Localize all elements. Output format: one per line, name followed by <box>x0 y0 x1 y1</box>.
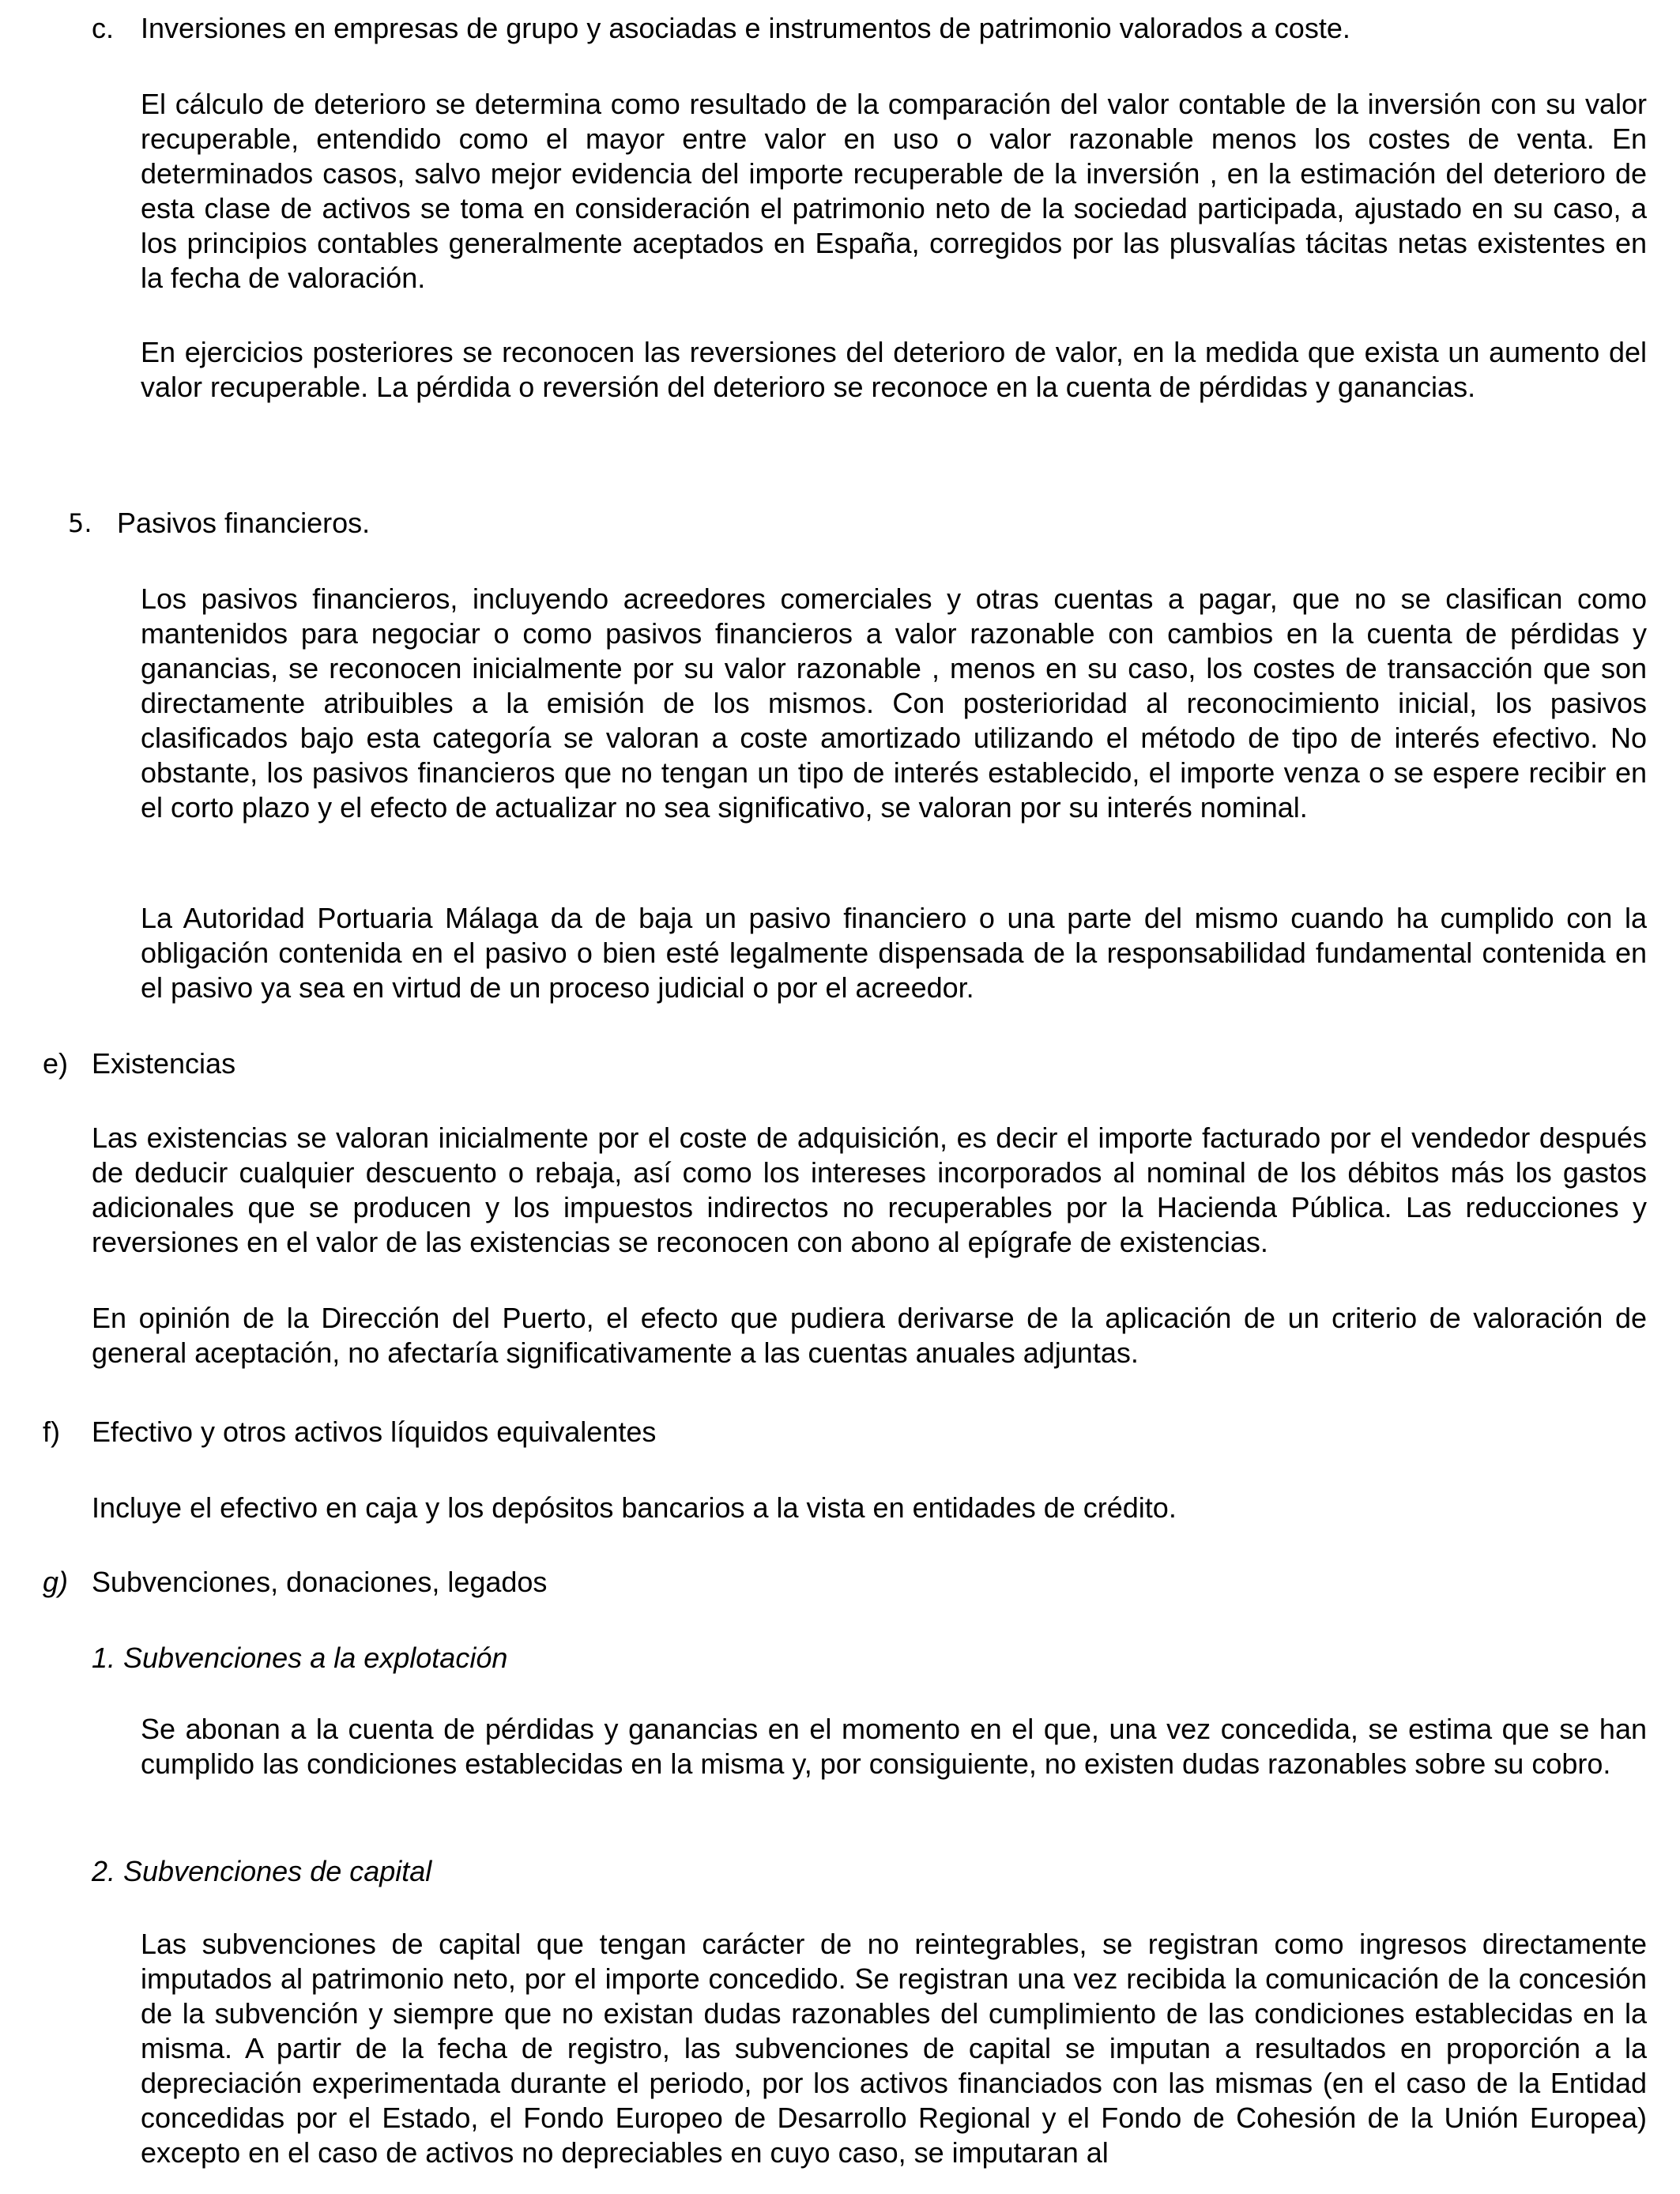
section-g-sub1-paragraph: Se abonan a la cuenta de pérdidas y ganancias en el momento en el que, una vez concedida, se estima que se han cumplido las condiciones establecidas en la misma y, por consiguiente, no existen dudas razonables sobre su cobro. <box>141 1713 1647 1780</box>
section-g-sub2-title: 2. Subvenciones de capital <box>92 1855 432 1887</box>
section-g-title: Subvenciones, donaciones, legados <box>92 1566 548 1598</box>
section-g-sub2-paragraph: Las subvenciones de capital que tengan carácter de no reintegrables, se registran como ingresos directamente imputados al patrimonio neto, por el importe concedido. Se registran una vez recibida la comunicación de la concesión de la subvención y siempre que no existan dudas razonables del cumplimiento de las condiciones establecidas en la misma. A partir de la fecha de registro, las subvenciones de capital se imputan a resultados en proporción a la depreciación experimentada durante el periodo, por los activos financiados con las mismas (en el caso de la Entidad concedidas por el Estado, el Fondo Europeo de Desarrollo Regional y el Fondo de Cohesión de la Unión Europea) excepto en el caso de activos no depreciables en cuyo caso, se imputaran al <box>141 1928 1647 2169</box>
section-5-title: Pasivos financieros. <box>117 507 371 539</box>
section-c-paragraph-1: El cálculo de deterioro se determina como resultado de la comparación del valor contable de la inversión con su valor recuperable, entendido como el mayor entre valor en uso o valor razonable menos los costes de venta. En determinados casos, salvo mejor evidencia del importe recuperable de la inversión , en la estimación del deterioro de esta clase de activos se toma en consideración el patrimonio neto de la sociedad participada, ajustado en su caso, a los principios contables generalmente aceptados en España, corregidos por las plusvalías tácitas netas existentes en la fecha de valoración. <box>141 88 1647 294</box>
section-e-marker: e) <box>43 1047 69 1080</box>
section-e-paragraph-2: En opinión de la Dirección del Puerto, el efecto que pudiera derivarse de la aplicación de un criterio de valoración de general aceptación, no afectaría significativamente a las cuentas anuales adjuntas. <box>92 1302 1647 1369</box>
section-c-paragraph-2: En ejercicios posteriores se reconocen las reversiones del deterioro de valor, en la medida que exista un aumento del valor recuperable. La pérdida o reversión del deterioro se reconoce en la cuenta de pérdidas y ganancias. <box>141 336 1647 403</box>
section-5-paragraph-1: Los pasivos financieros, incluyendo acreedores comerciales y otras cuentas a pagar, que no se clasifican como mantenidos para negociar o como pasivos financieros a valor razonable con cambios en la cuenta de pérdidas y ganancias, se reconocen inicialmente por su valor razonable , menos en su caso, los costes de transacción que son directamente atribuibles a la emisión de los mismos. Con posterioridad al reconocimiento inicial, los pasivos clasificados bajo esta categoría se valoran a coste amortizado utilizando el método de tipo de interés efectivo. No obstante, los pasivos financieros que no tengan un tipo de interés establecido, el importe venza o se espere recibir en el corto plazo y el efecto de actualizar no sea significativo, se valoran por su interés nominal. <box>141 582 1647 824</box>
section-g-marker: g) <box>43 1566 69 1598</box>
section-g-sub1-title: 1. Subvenciones a la explotación <box>92 1642 508 1674</box>
section-f-marker: f) <box>43 1416 60 1448</box>
section-f-title: Efectivo y otros activos líquidos equivalentes <box>92 1416 657 1448</box>
section-e-title: Existencias <box>92 1047 236 1080</box>
section-e-paragraph-1: Las existencias se valoran inicialmente por el coste de adquisición, es decir el importe facturado por el vendedor después de deducir cualquier descuento o rebaja, así como los intereses incorporados al nominal de los débitos más los gastos adicionales que se producen y los impuestos indirectos no recuperables por la Hacienda Pública. Las reducciones y reversiones en el valor de las existencias se reconocen con abono al epígrafe de existencias. <box>92 1122 1647 1258</box>
section-c-marker: c. <box>92 12 115 44</box>
section-c-title: Inversiones en empresas de grupo y asociadas e instrumentos de patrimonio valorados a coste. <box>141 12 1350 44</box>
section-5-marker: 5. <box>68 508 92 538</box>
section-5-paragraph-2: La Autoridad Portuaria Málaga da de baja un pasivo financiero o una parte del mismo cuando ha cumplido con la obligación contenida en el pasivo o bien esté legalmente dispensada de la responsabilidad fundamental contenida en el pasivo ya sea en virtud de un proceso judicial o por el acreedor. <box>141 902 1647 1004</box>
section-f-paragraph-1: Incluye el efectivo en caja y los depósitos bancarios a la vista en entidades de crédito. <box>92 1491 1177 1524</box>
